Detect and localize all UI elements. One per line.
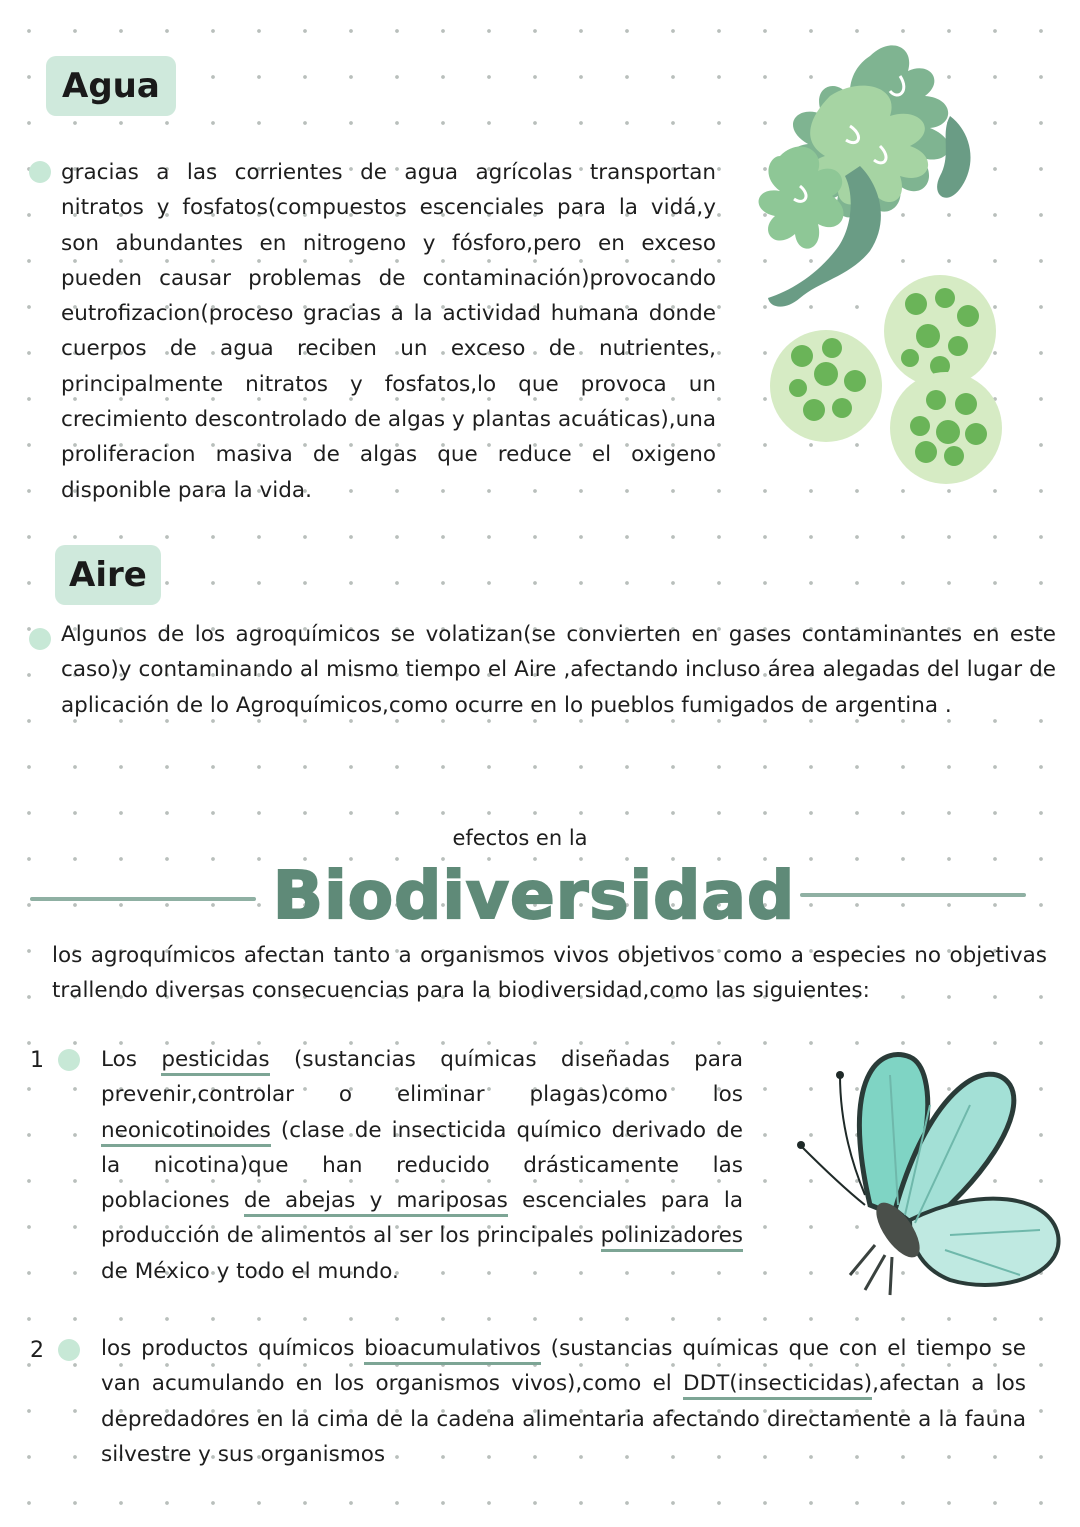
- aire-paragraph: Algunos de los agroquímicos se volatizan(se convierten en gases contaminantes en este caso)y contaminando al mismo tiempo el Aire ,afectando incluso área alegadas del lugar de aplicación de lo Agroquímicos,como ocurre en lo pueblos fumigados de argentina .: [61, 622, 1056, 718]
- item-2-number: 2: [30, 1338, 44, 1363]
- term-neonicotinoides: neonicotinoides: [101, 1118, 271, 1147]
- divider-right: [800, 893, 1026, 897]
- item-1-number: 1: [30, 1048, 44, 1073]
- item-2-text: los productos químicos bioacumulativos (sustancias químicas que con el tiempo se van acumulando en los organismos vivos),como el DDT(insecticidas),afectan a los depredadores en la cima de la cadena alimentaria afectando directamente a la fauna silvestre y sus organismos: [101, 1336, 1026, 1467]
- term-polinizadores: polinizadores: [601, 1223, 743, 1252]
- item-1-text: Los pesticidas (sustancias químicas diseñadas para prevenir,controlar o eliminar plagas)como los neonicotinoides (clase de insecticida químico derivado de la nicotina)que han reducido drásticamente las poblaciones de abejas y mariposas escenciales para la producción de alimentos al ser los principales polinizadores de México y todo el mundo.: [101, 1047, 744, 1284]
- agua-paragraph: gracias a las corrientes de agua agrícolas transportan nitratos y fosfatos(compuestos escenciales para la vidá,y son abundantes en nitrogeno y fósforo,pero en exceso pueden causar problemas de contaminación)provocando eutrofizacion(proceso gracias a la actividad humana donde cuerpos de agua reciben un exceso de nutrientes, principalmente nitratos y fosfatos,lo que provoca un crecimiento descontrolado de algas y plantas acuáticas),una proliferacion masiva de algas que reduce el oxigeno disponible para la vida.: [61, 160, 716, 503]
- term-pesticidas: pesticidas: [161, 1047, 269, 1076]
- term-ddt: DDT(insecticidas): [683, 1371, 872, 1400]
- item-2-bullet: [58, 1339, 80, 1361]
- aire-heading: Aire: [55, 545, 161, 605]
- divider-left: [30, 897, 256, 901]
- agua-bullet: [29, 161, 51, 183]
- term-abejas-mariposas: de abejas y mariposas: [244, 1188, 508, 1217]
- butterfly-illustration: [780, 1045, 1070, 1310]
- term-bioacumulativos: bioacumulativos: [364, 1336, 541, 1365]
- biodiversidad-subtitle: efectos en la: [452, 826, 588, 850]
- item-1-bullet: [58, 1049, 80, 1071]
- biodiversidad-intro: los agroquímicos afectan tanto a organismos vivos objetivos como a especies no objetivas trallendo diversas consecuencias para la biodiversidad,como las siguientes:: [52, 943, 1047, 1004]
- agua-heading: Agua: [46, 56, 176, 116]
- aire-bullet: [29, 628, 51, 650]
- biodiversidad-title: Biodiversidad: [272, 857, 796, 934]
- algae-illustration: [740, 36, 1040, 496]
